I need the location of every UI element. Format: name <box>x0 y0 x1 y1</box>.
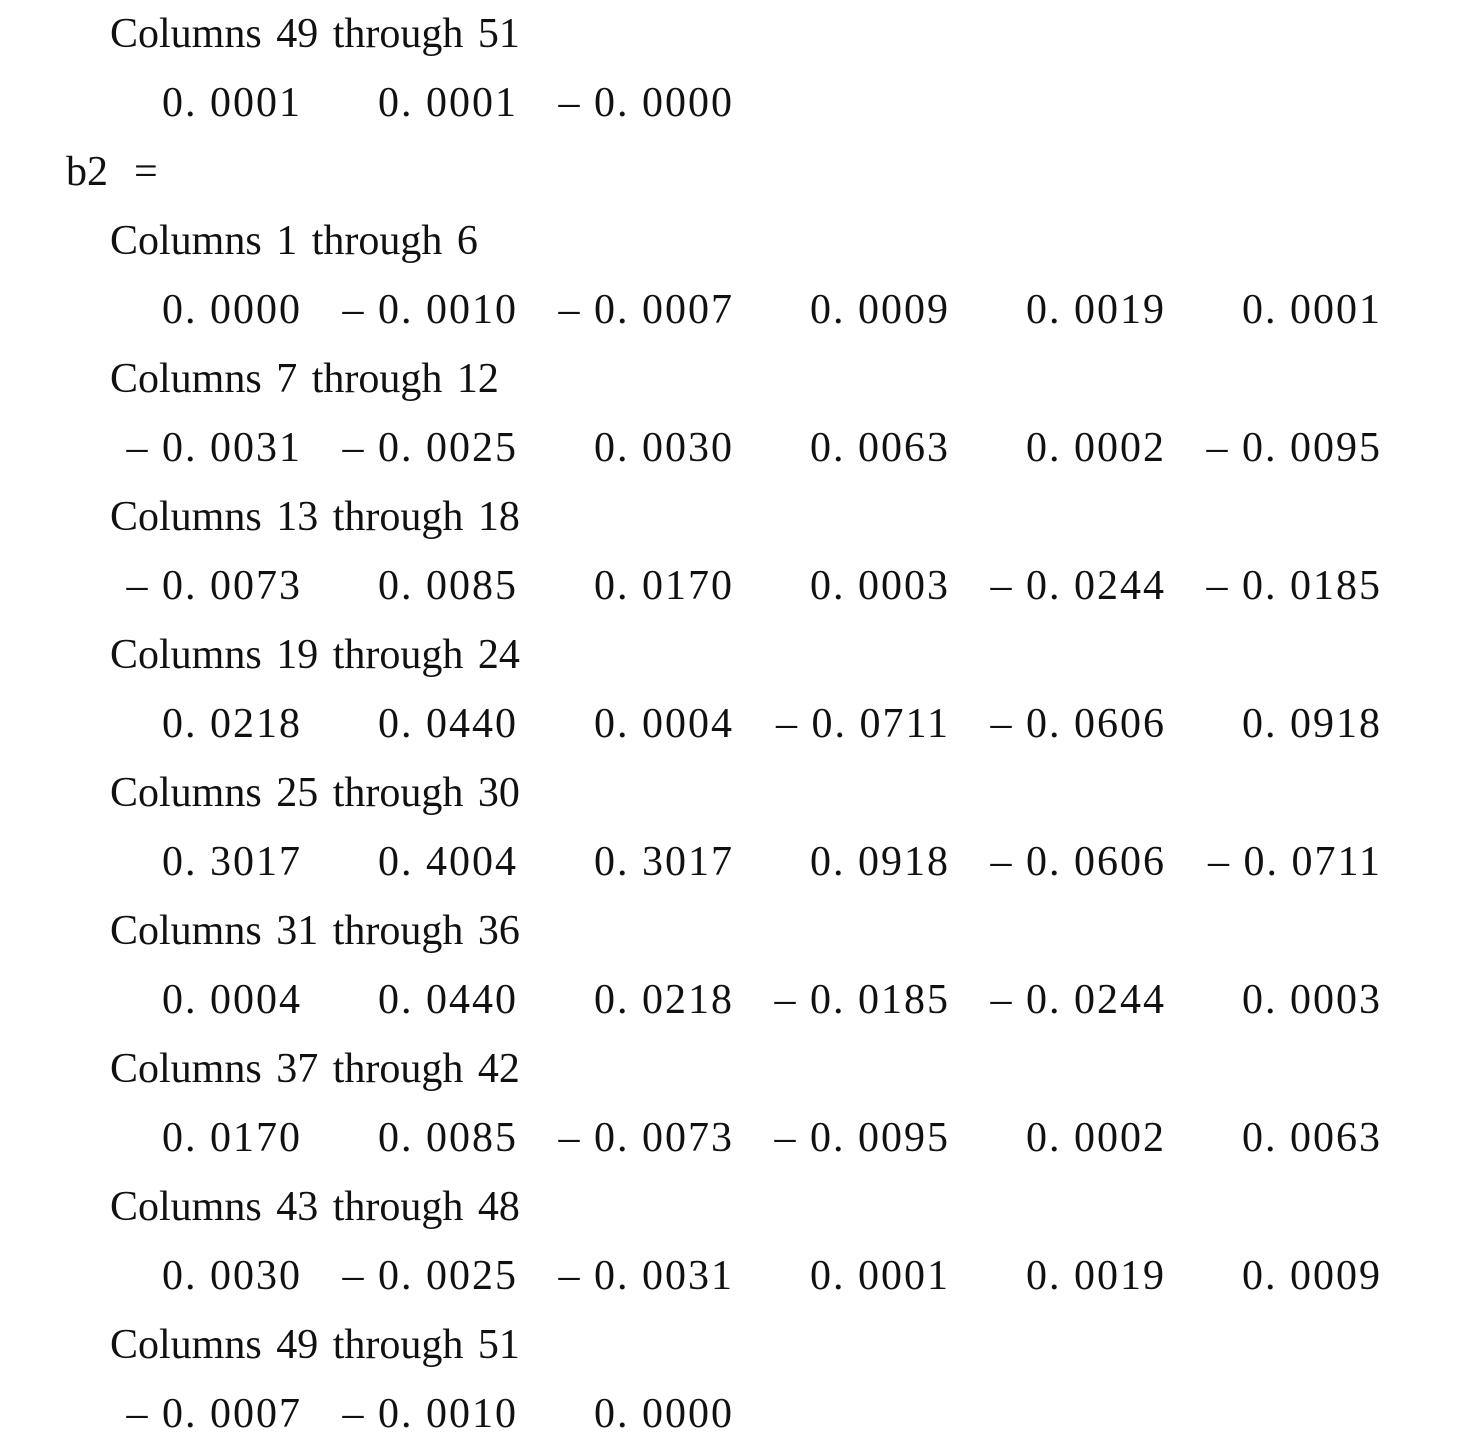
matrix-value: 0. 0003 <box>810 563 950 609</box>
matrix-value: – 0. 0007 <box>126 1391 302 1437</box>
matrix-value: – 0. 0244 <box>990 563 1166 609</box>
columns-header: Columns 37 through 42 <box>110 1046 520 1092</box>
columns-header: Columns 1 through 6 <box>110 218 478 264</box>
columns-header: Columns 49 through 51 <box>110 1322 520 1368</box>
values-row <box>0 73 1466 133</box>
matrix-value: 0. 0063 <box>1242 1115 1382 1161</box>
matrix-value: – 0. 0025 <box>342 425 518 471</box>
matrix-value: – 0. 0185 <box>774 977 950 1023</box>
columns-header: Columns 31 through 36 <box>110 908 520 954</box>
matrix-value: – 0. 0095 <box>774 1115 950 1161</box>
matrix-value: 0. 0000 <box>594 1391 734 1437</box>
matrix-value: – 0. 0606 <box>990 839 1166 885</box>
matrix-value: 0. 0918 <box>810 839 950 885</box>
matrix-value: 0. 3017 <box>594 839 734 885</box>
matrix-value: – 0. 0000 <box>558 80 734 126</box>
matrix-value: – 0. 0010 <box>342 287 518 333</box>
matrix-value: 0. 0009 <box>1242 1253 1382 1299</box>
variable-name: b2 <box>66 149 108 195</box>
matrix-value: 0. 0085 <box>378 563 518 609</box>
values-row <box>0 1384 1466 1444</box>
values-row <box>0 694 1466 754</box>
matrix-value: 0. 0085 <box>378 1115 518 1161</box>
values-row <box>0 1108 1466 1168</box>
variable-assignment <box>66 142 158 202</box>
matrix-value: 0. 0001 <box>378 80 518 126</box>
matrix-value: 0. 0170 <box>594 563 734 609</box>
values-row <box>0 418 1466 478</box>
values-row <box>0 832 1466 892</box>
matrix-value: – 0. 0031 <box>126 425 302 471</box>
matrix-value: – 0. 0711 <box>776 701 950 747</box>
values-row <box>0 970 1466 1030</box>
columns-header: Columns 25 through 30 <box>110 770 520 816</box>
matrix-value: – 0. 0010 <box>342 1391 518 1437</box>
columns-header: Columns 19 through 24 <box>110 632 520 678</box>
matrix-value: – 0. 0244 <box>990 977 1166 1023</box>
matrix-value: 0. 0170 <box>162 1115 302 1161</box>
matrix-value: 0. 0218 <box>162 701 302 747</box>
values-row <box>0 556 1466 616</box>
matrix-value: 0. 0009 <box>810 287 950 333</box>
columns-header: Columns 49 through 51 <box>110 11 520 57</box>
matrix-value: 0. 0440 <box>378 701 518 747</box>
matrix-value: 0. 0030 <box>162 1253 302 1299</box>
matrix-value: 0. 0001 <box>1242 287 1382 333</box>
equals-sign: = <box>134 149 158 195</box>
values-row <box>0 1246 1466 1306</box>
matrix-value: 0. 0918 <box>1242 701 1382 747</box>
values-row <box>0 280 1466 340</box>
matrix-value: – 0. 0025 <box>342 1253 518 1299</box>
matrix-value: 0. 0001 <box>162 80 302 126</box>
matrix-value: 0. 3017 <box>162 839 302 885</box>
matrix-value: – 0. 0185 <box>1206 563 1382 609</box>
matrix-value: – 0. 0073 <box>126 563 302 609</box>
matrix-value: 0. 0001 <box>810 1253 950 1299</box>
matrix-value: – 0. 0711 <box>1208 839 1382 885</box>
matrix-value: 0. 0440 <box>378 977 518 1023</box>
matrix-value: 0. 0063 <box>810 425 950 471</box>
matrix-value: 0. 0030 <box>594 425 734 471</box>
matrix-value: 0. 0004 <box>162 977 302 1023</box>
matrix-value: 0. 0003 <box>1242 977 1382 1023</box>
matrix-value: 0. 0019 <box>1026 287 1166 333</box>
matrix-value: 0. 0019 <box>1026 1253 1166 1299</box>
matrix-value: – 0. 0007 <box>558 287 734 333</box>
matrix-value: – 0. 0095 <box>1206 425 1382 471</box>
matrix-value: 0. 0000 <box>162 287 302 333</box>
columns-header: Columns 13 through 18 <box>110 494 520 540</box>
matrix-value: – 0. 0606 <box>990 701 1166 747</box>
columns-header: Columns 7 through 12 <box>110 356 499 402</box>
matrix-value: 0. 4004 <box>378 839 518 885</box>
matrix-value: 0. 0002 <box>1026 1115 1166 1161</box>
matrix-value: 0. 0004 <box>594 701 734 747</box>
columns-header: Columns 43 through 48 <box>110 1184 520 1230</box>
matrix-value: 0. 0002 <box>1026 425 1166 471</box>
matrix-value: – 0. 0031 <box>558 1253 734 1299</box>
matrix-value: 0. 0218 <box>594 977 734 1023</box>
matrix-value: – 0. 0073 <box>558 1115 734 1161</box>
